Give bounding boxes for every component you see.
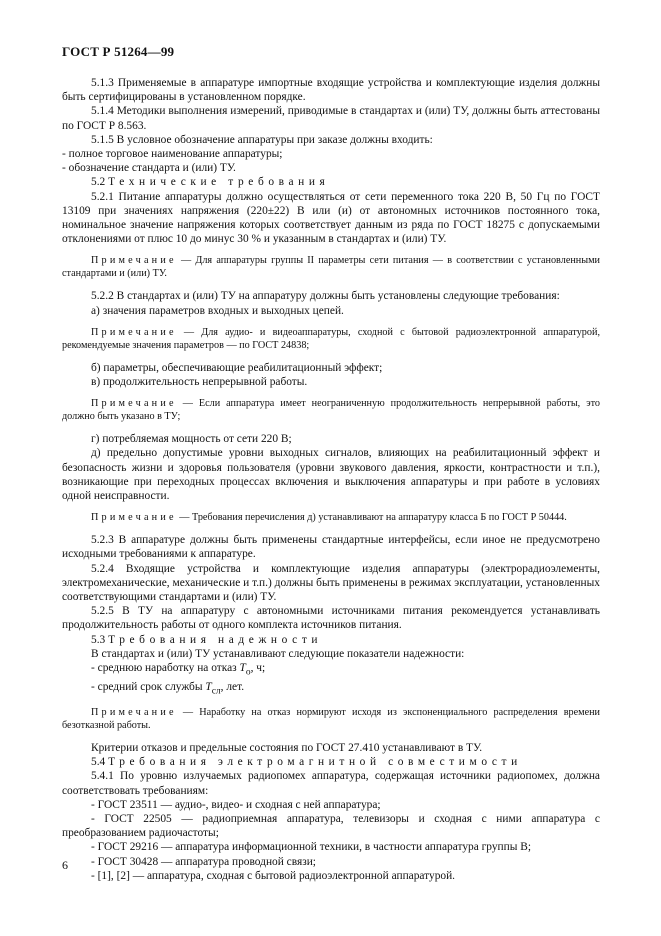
note-label: Примечание <box>91 512 177 524</box>
note-4 <box>62 511 600 524</box>
page-number: 6 <box>62 858 68 872</box>
symbol-T: T <box>239 662 246 675</box>
section-number: 5.4 <box>91 756 106 769</box>
section-5-3-heading <box>62 633 600 647</box>
section-number: 5.3 <box>91 633 106 646</box>
clause-5-4-1: 5.4.1 По уровню излучаемых радиопомех аппаратура, содержащая источники радиопомех, должна соответствовать требованиям: <box>62 770 600 797</box>
note-label: Примечание <box>91 398 177 410</box>
clause-5-1-4: 5.1.4 Методики выполнения измерений, приводимые в стандартах и (или) ТУ, должны быть аттестованы по ГОСТ Р 8.563. <box>62 105 600 132</box>
clause-5-3-intro: В стандартах и (или) ТУ устанавливают следующие показатели надежности: <box>91 647 465 660</box>
item-unit: , лет. <box>220 680 245 693</box>
page-header: ГОСТ Р 51264—99 <box>62 44 175 59</box>
clause-5-2-2-item-a: а) значения параметров входных и выходных цепей. <box>91 304 344 317</box>
section-5-4-heading <box>62 755 600 769</box>
note-label: Примечание <box>91 255 177 267</box>
clause-5-4-1-item-b: - ГОСТ 22505 — радиоприемная аппаратура, телевизоры и сходная с ними аппаратура с преобразованием радиочастоты; <box>62 813 600 840</box>
section-title: Требования надежности <box>108 633 323 646</box>
section-title: Технические требования <box>108 176 330 189</box>
clause-5-2-2-item-v: в) продолжительность непрерывной работы. <box>91 376 308 389</box>
clause-5-2-1: 5.2.1 Питание аппаратуры должно осуществляться от сети переменного тока 220 В, 50 Гц по ГОСТ 13109 при значениях напряжения (220±22) В или (и) от автономных источников постоянного тока, номинальное значение напряжения которых соответствует данным из ряда по ГОСТ 18275 с допускаемыми отклонениями от плюс 10 до минус 30 % и указанным в стандартах и (или) ТУ. <box>62 190 600 246</box>
note-5 <box>62 706 600 732</box>
item-text: - среднюю наработку на отказ <box>91 662 240 675</box>
note-text: — Для аудио- и видеоаппаратуры, сходной с бытовой радиоэлектронной аппаратурой, рекомендуемые значения параметров — по ГОСТ 24838; <box>62 326 600 351</box>
clause-5-2-2-item-d: д) предельно допустимые уровни выходных сигналов, влияющих на реабилитационный эффект и безопасность жизни и здоровья пользователя (уровни звукового давления, яркости, контрастности и т.п.), возникающие при переходных процессах включения и выключения аппаратуры и при работе в условиях одной неисправности. <box>62 447 600 503</box>
clause-5-2-4: 5.2.4 Входящие устройства и комплектующие изделия аппаратуры (электрорадиоэлементы, электромеханические, механические и т.п.) должны быть применены в режимах эксплуатации, установленных соответствующими стандартами и (или) ТУ. <box>62 562 600 604</box>
clause-5-1-3: 5.1.3 Применяемые в аппаратуре импортные входящие устройства и комплектующие изделия должны быть сертифицированы в установленном порядке. <box>62 77 600 104</box>
note-text: — Для аппаратуры группы II параметры сети питания — в соответствии с установленными стандартами и (или) ТУ. <box>62 255 600 280</box>
clause-5-4-1-item-a: - ГОСТ 23511 — аудио-, видео- и сходная с ней аппаратура; <box>91 798 381 811</box>
page-content <box>62 76 600 883</box>
section-number: 5.2 <box>91 176 106 189</box>
note-3 <box>62 397 600 423</box>
clause-5-3-item-a <box>62 661 600 679</box>
note-2 <box>62 326 600 352</box>
clause-5-2-2-item-b: б) параметры, обеспечивающие реабилитационный эффект; <box>91 361 383 374</box>
note-text: — Если аппаратура имеет неограниченную продолжительность непрерывной работы, это должно быть указано в ТУ; <box>62 398 600 423</box>
symbol-subscript: сл <box>211 685 221 696</box>
clause-5-4-1-item-c: - ГОСТ 29216 — аппаратура информационной техники, в частности аппаратура группы В; <box>91 841 531 854</box>
clause-5-4-1-item-d: - ГОСТ 30428 — аппаратура проводной связи; <box>91 855 316 868</box>
note-text: — Требования перечисления д) устанавливают на аппаратуру класса Б по ГОСТ Р 50444. <box>176 512 567 524</box>
item-unit: , ч; <box>250 662 266 675</box>
symbol-subscript: o <box>245 667 251 678</box>
note-1 <box>62 254 600 280</box>
clause-5-2-5: 5.2.5 В ТУ на аппаратуру с автономными источниками питания рекомендуется устанавливать продолжительность работы от одного комплекта источников питания. <box>62 605 600 632</box>
note-label: Примечание <box>91 707 177 719</box>
symbol-T: T <box>205 680 212 693</box>
section-title: Требования электромагнитной совместимости <box>108 756 522 769</box>
clause-5-4-1-item-e: - [1], [2] — аппаратура, сходная с бытовой радиоэлектронной аппаратурой. <box>91 869 456 882</box>
clause-5-2-2: 5.2.2 В стандартах и (или) ТУ на аппаратуру должны быть установлены следующие требования: <box>91 290 560 303</box>
clause-5-3-item-b <box>62 680 600 698</box>
clause-5-1-5: 5.1.5 В условное обозначение аппаратуры при заказе должны входить: <box>91 133 433 146</box>
section-5-2-heading <box>62 175 600 189</box>
clause-5-3-criteria: Критерии отказов и предельные состояния по ГОСТ 27.410 устанавливают в ТУ. <box>91 742 483 755</box>
note-text: — Наработку на отказ нормируют исходя из экспоненциального распределения времени безотказной работы. <box>62 707 600 732</box>
clause-5-1-5-item-b: - обозначение стандарта и (или) ТУ. <box>62 162 236 175</box>
clause-5-2-2-item-g: г) потребляемая мощность от сети 220 В; <box>91 433 292 446</box>
clause-5-1-5-item-a: - полное торговое наименование аппаратуры; <box>62 148 283 161</box>
item-text: - средний срок службы <box>91 680 206 693</box>
note-label: Примечание <box>91 326 177 338</box>
clause-5-2-3: 5.2.3 В аппаратуре должны быть применены стандартные интерфейсы, если иное не предусмотрено исходными требованиями к аппаратуре. <box>62 534 600 561</box>
